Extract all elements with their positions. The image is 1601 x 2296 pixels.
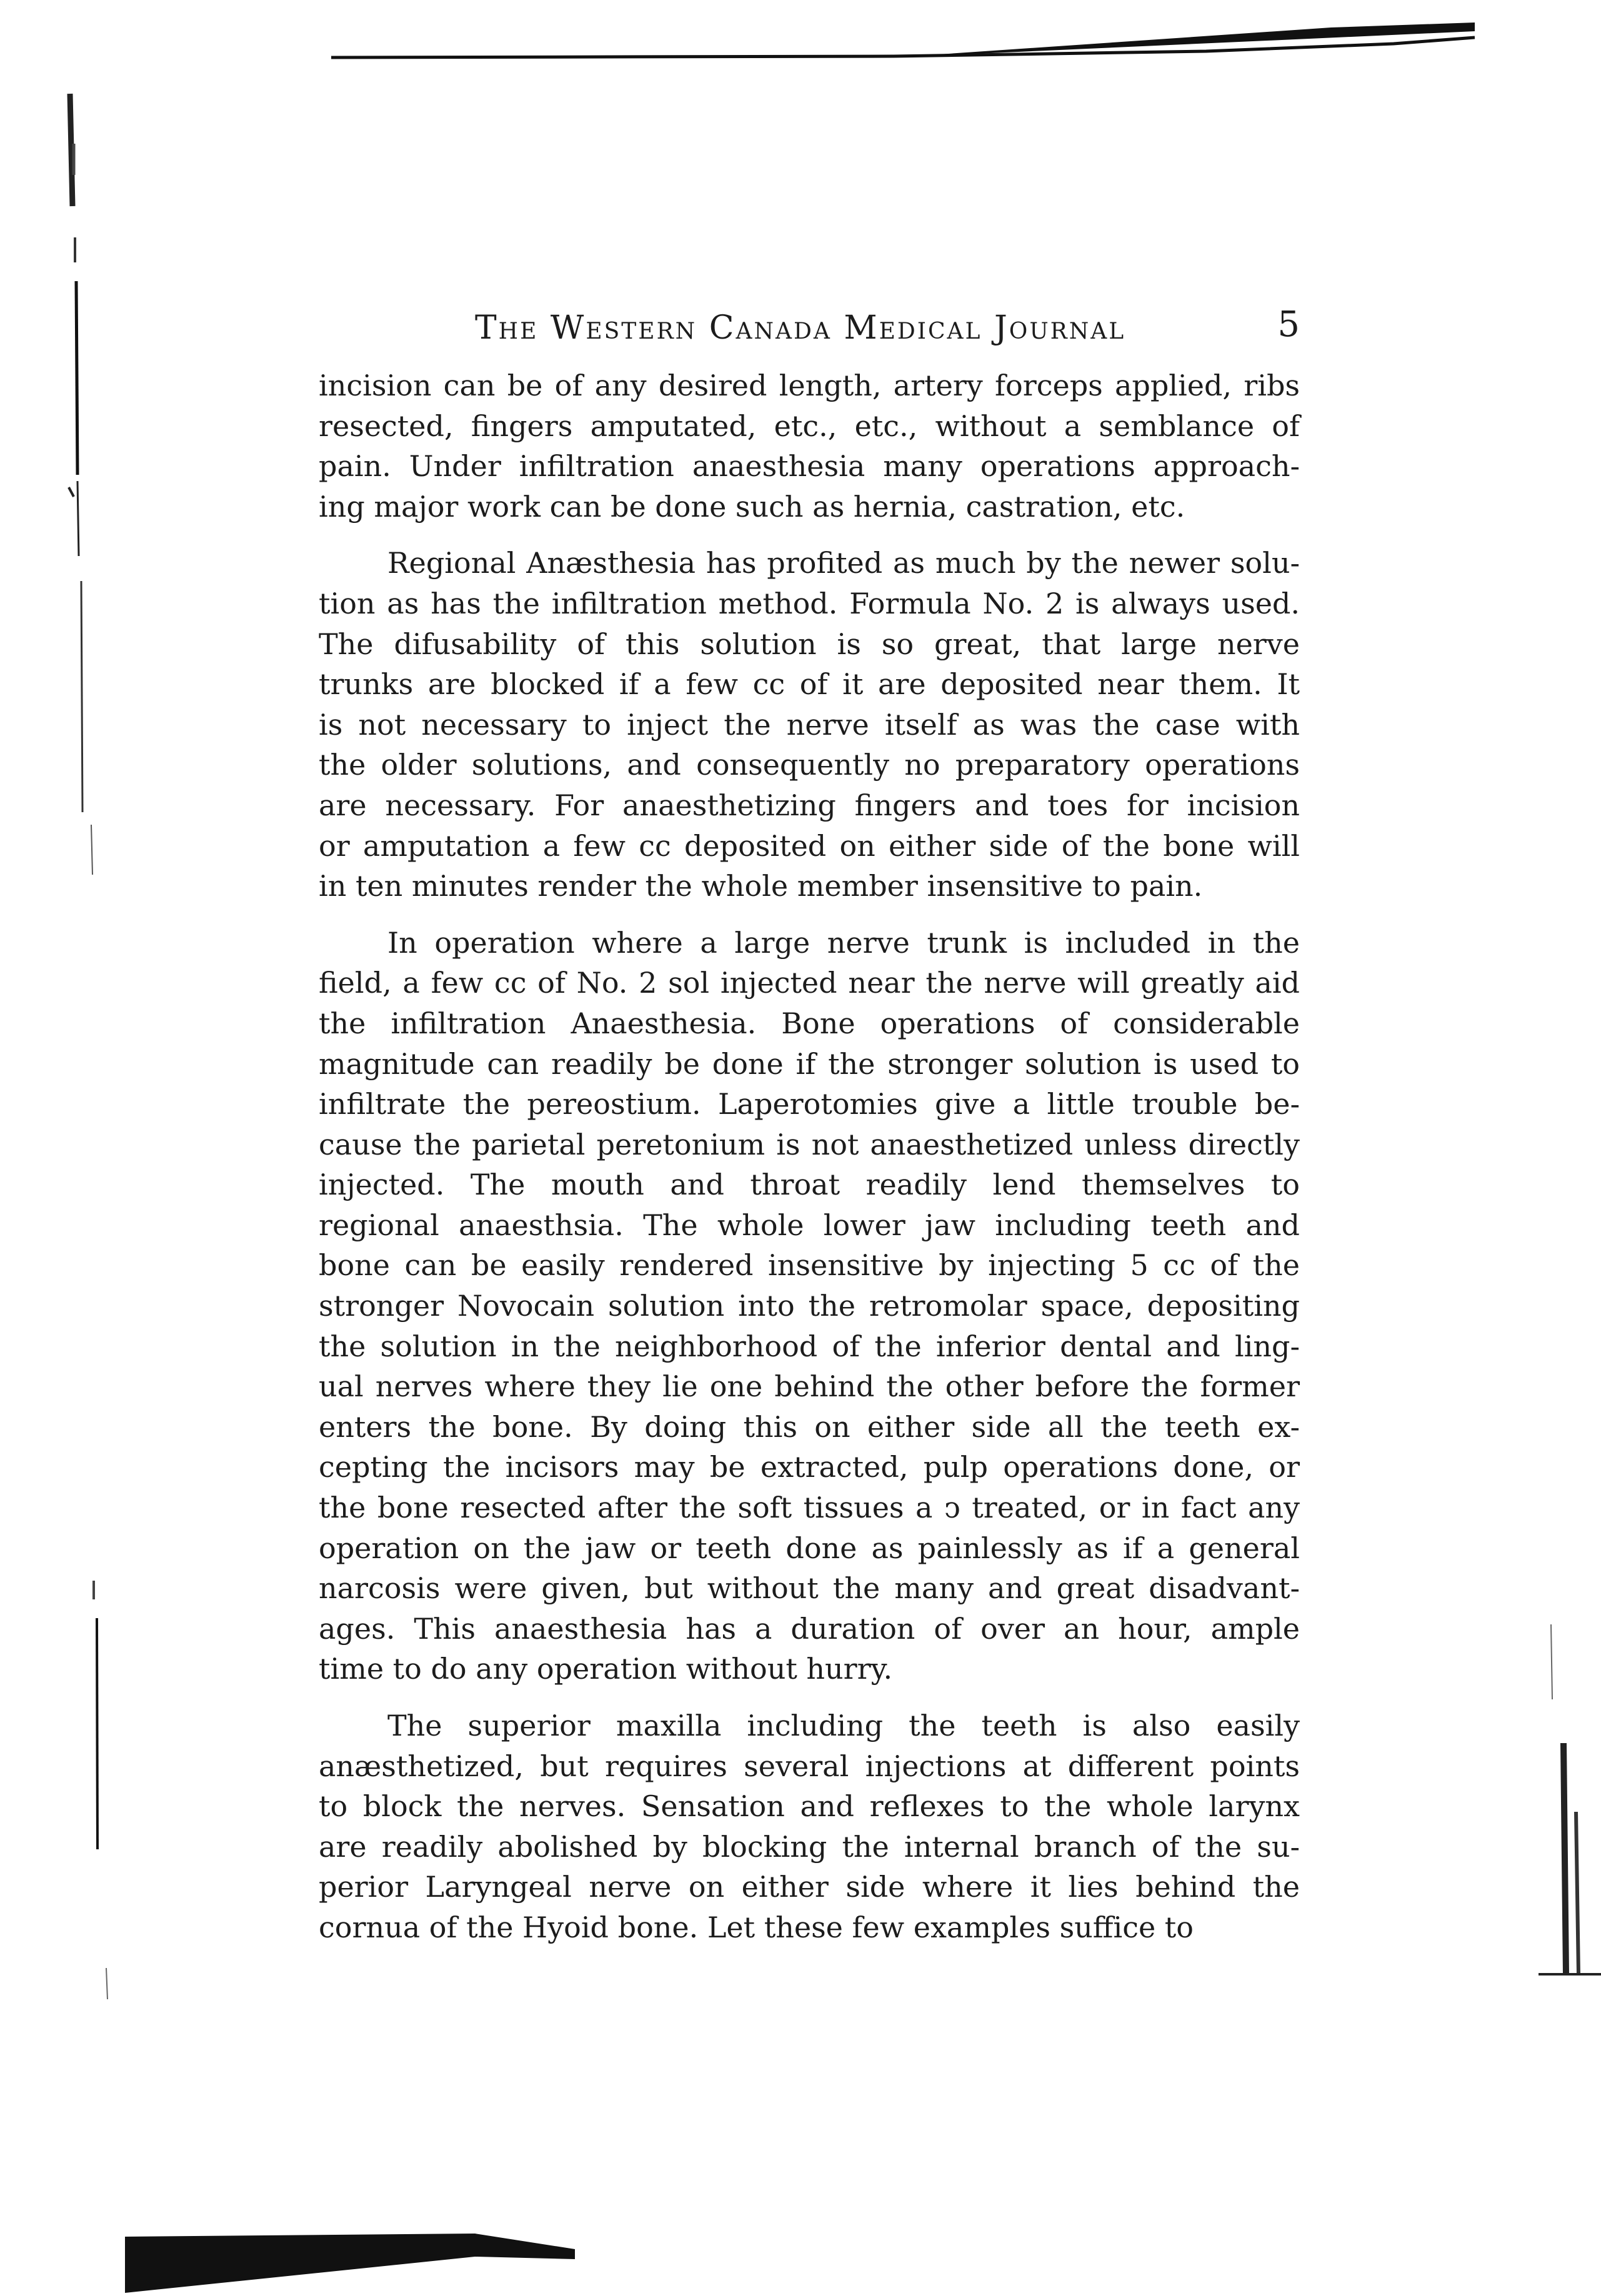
text-line: in ten minutes render the whole member insensitive to pain. [319,869,1203,903]
text-line: is not necessary to inject the nerve itself as was the case with [319,707,1300,742]
paragraph [319,1706,1300,1948]
running-head [319,297,1300,365]
text-line: In operation where a large nerve trunk is included in the [387,925,1300,960]
text-line: regional anaesthsia. The whole lower jaw including teeth and [319,1208,1300,1242]
text-line: or amputation a few cc deposited on either side of the bone will [319,828,1300,863]
text-line: magnitude can readily be done if the stronger solution is used to [319,1046,1300,1081]
text-line: cornua of the Hyoid bone. Let these few examples suffice to [319,1910,1194,1944]
text-line: to block the nerves. Sensation and reflexes to the whole larynx [319,1789,1300,1824]
text-line: perior Laryngeal nerve on either side where it lies behind the [319,1870,1300,1904]
text-line: injected. The mouth and throat readily lend themselves to [319,1168,1300,1202]
bottom-scan-blot [125,2199,575,2293]
text-line: resected, fingers amputated, etc., etc., without a semblance of [319,409,1300,443]
text-line: cepting the incisors may be extracted, pulp operations done, or [319,1450,1300,1484]
text-line: the infiltration Anaesthesia. Bone operations of considerable [319,1006,1300,1040]
text-line: the solution in the neighborhood of the inferior dental and ling- [319,1329,1300,1363]
paragraph [319,923,1300,1689]
text-line: operation on the jaw or teeth done as painlessly as if a general [319,1531,1300,1565]
text-line: incision can be of any desired length, artery forceps applied, ribs [319,369,1300,402]
text-line: The difusability of this solution is so great, that large nerve [319,627,1300,661]
right-binding-marks [1514,1624,1601,1999]
text-line: stronger Novocain solution into the retromolar space, depositing [319,1289,1300,1323]
text-line: The superior maxilla including the teeth is also easily [387,1709,1300,1742]
text-line: ing major work can be done such as hernia, castration, etc. [319,489,1185,524]
text-line: ages. This anaesthesia has a duration of over an hour, ample [319,1611,1300,1646]
left-binding-marks [0,0,137,2296]
text-line: tion as has the infiltration method. Formula No. 2 is always used. [319,586,1300,620]
top-scan-rule [331,19,1475,62]
page-content [319,297,1300,1964]
text-line: trunks are blocked if a few cc of it are deposited near them. It [319,667,1300,702]
paragraph [319,365,1300,527]
text-line: the older solutions, and consequently no preparatory operations [319,748,1300,782]
text-line: are readily abolished by blocking the internal branch of the su- [319,1829,1300,1864]
text-line: cause the parietal peretonium is not anaesthetized unless directly [319,1127,1300,1161]
text-line: are necessary. For anaesthetizing fingers and toes for incision [319,788,1300,822]
text-line: infiltrate the pereostium. Laperotomies give a little trouble be- [319,1087,1300,1121]
page-number: 5 [1277,304,1300,345]
text-line: Regional Anæsthesia has profited as much by the newer solu- [387,546,1300,580]
text-line: bone can be easily rendered insensitive by injecting 5 cc of the [319,1248,1300,1283]
text-line: time to do any operation without hurry. [319,1652,893,1686]
text-line: anæsthetized, but requires several injections at different points [319,1749,1300,1783]
text-line: pain. Under infiltration anaesthesia many operations approach- [319,449,1300,484]
text-line: narcosis were given, but without the many and great disadvant- [319,1571,1300,1606]
body-text [319,365,1300,1948]
text-line: enters the bone. By doing this on either side all the teeth ex- [319,1409,1300,1444]
text-line: the bone resected after the soft tissues a ↄ treated, or in fact any [319,1491,1300,1525]
text-line: ual nerves where they lie one behind the other before the former [319,1369,1300,1404]
journal-title: The Western Canada Medical Journal [475,309,1126,347]
text-line: field, a few cc of No. 2 sol injected near the nerve will greatly aid [319,966,1300,1000]
paragraph [319,543,1300,906]
